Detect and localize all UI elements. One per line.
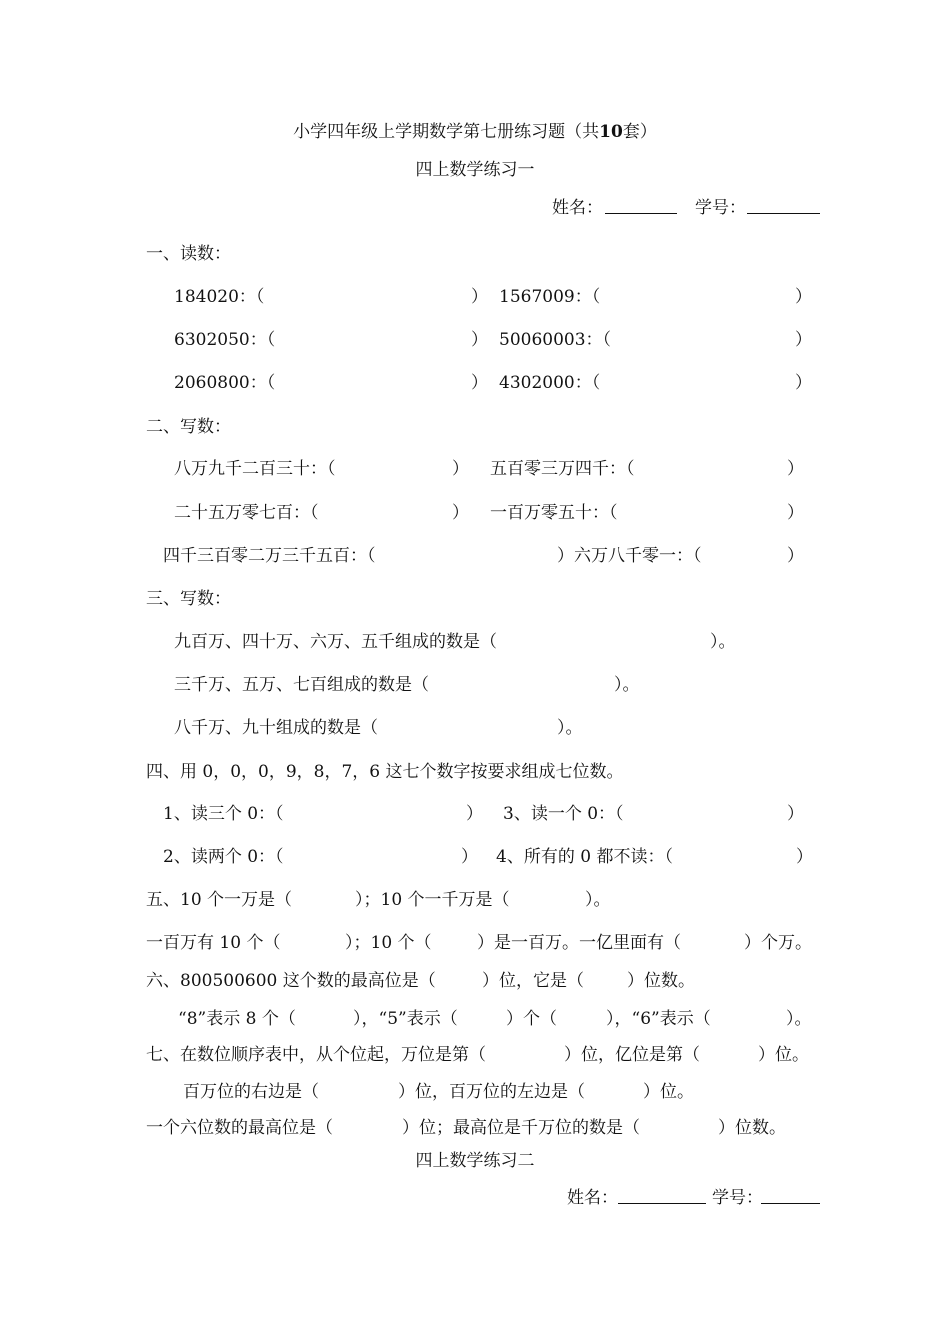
name-blank[interactable] bbox=[605, 213, 677, 214]
read-item-6: 4302000：（ bbox=[499, 373, 601, 393]
section-6-line-1-b: ）位，它是（ bbox=[482, 971, 584, 991]
section-7-line-1: 七、在数位顺序表中，从个位起，万位是第（ bbox=[146, 1045, 486, 1065]
ex2-name-label: 姓名： bbox=[567, 1188, 618, 1208]
read-item-2: 1567009：（ bbox=[499, 287, 601, 307]
compose-item-3: 八千万、九十组成的数是（ bbox=[174, 718, 378, 738]
read-item-5-close: ） bbox=[471, 373, 488, 393]
section-6-line-2-b: ），“5”表示（ bbox=[353, 1009, 458, 1029]
section-5-line-1-end: ）。 bbox=[585, 890, 611, 910]
section-7-line-3: 一个六位数的最高位是（ bbox=[146, 1118, 333, 1138]
section-4-heading: 四、用 0，0，0，9，8，7，6 这七个数字按要求组成七位数。 bbox=[146, 762, 624, 782]
read-item-4-close: ） bbox=[795, 330, 812, 350]
ex2-student-id-blank[interactable] bbox=[761, 1203, 820, 1204]
section-6-line-2-d: ），“6”表示（ bbox=[606, 1009, 711, 1029]
write-item-1-close: ） bbox=[452, 459, 469, 479]
write-item-5: 四千三百零二万三千五百：（ bbox=[163, 546, 376, 566]
section-5-line-1: 五、10 个一万是（ bbox=[146, 890, 293, 910]
section-6-line-2-c: ）个（ bbox=[506, 1009, 557, 1029]
write-item-4: 一百万零五十：（ bbox=[490, 503, 618, 523]
section-7-line-1-c: ）位。 bbox=[758, 1045, 809, 1065]
write-item-3: 二十五万零七百：（ bbox=[174, 503, 319, 523]
read-item-3-close: ） bbox=[471, 330, 488, 350]
section-5-line-2-b: ）；10 个（ bbox=[345, 933, 432, 953]
main-title-end: 套） bbox=[622, 122, 657, 142]
section-7-line-2-b: ）位，百万位的左边是（ bbox=[398, 1082, 585, 1102]
compose-item-1-close: ）。 bbox=[710, 632, 736, 652]
compose-item-2-close: ）。 bbox=[614, 675, 640, 695]
read-item-2-close: ） bbox=[795, 287, 812, 307]
write-item-3-close: ） bbox=[452, 503, 469, 523]
exercise-2-title: 四上数学练习二 bbox=[415, 1151, 535, 1171]
section-7-line-3-c: ）位数。 bbox=[718, 1118, 786, 1138]
section-6-line-2-e: ）。 bbox=[786, 1009, 812, 1029]
section-6-line-1: 六、800500600 这个数的最高位是（ bbox=[146, 971, 436, 991]
section-6-line-1-c: ）位数。 bbox=[627, 971, 695, 991]
read-item-6-close: ） bbox=[795, 373, 812, 393]
compose-item-3-close: ）。 bbox=[557, 718, 583, 738]
read-item-4: 50060003：（ bbox=[499, 330, 612, 350]
student-id-blank[interactable] bbox=[747, 213, 820, 214]
ex2-student-id-label: 学号： bbox=[712, 1188, 763, 1208]
section-2-heading: 二、写数： bbox=[146, 417, 231, 437]
write-item-2: 五百零三万四千：（ bbox=[490, 459, 635, 479]
section-7-line-2: 百万位的右边是（ bbox=[183, 1082, 319, 1102]
compose-item-2: 三千万、五万、七百组成的数是（ bbox=[174, 675, 429, 695]
write-item-4-close: ） bbox=[787, 503, 804, 523]
ex2-name-blank[interactable] bbox=[618, 1203, 706, 1204]
digits-item-4: 4、所有的 0 都不读：（ bbox=[496, 847, 673, 867]
digits-item-3-close: ） bbox=[787, 804, 804, 824]
exercise-1-title: 四上数学练习一 bbox=[415, 160, 535, 180]
section-5-line-1-mid: ）；10 个一千万是（ bbox=[355, 890, 510, 910]
digits-item-4-close: ） bbox=[796, 847, 813, 867]
digits-item-2-close: ） bbox=[461, 847, 478, 867]
digits-item-3: 3、读一个 0：（ bbox=[503, 804, 624, 824]
read-item-1: 184020：（ bbox=[174, 287, 265, 307]
student-id-label: 学号： bbox=[695, 198, 746, 218]
main-title-count: 10 bbox=[599, 122, 623, 142]
write-item-6-close: ） bbox=[787, 546, 804, 566]
name-label: 姓名： bbox=[552, 198, 603, 218]
write-item-1: 八万九千二百三十：（ bbox=[174, 459, 336, 479]
section-5-line-2-d: ）个万。 bbox=[744, 933, 812, 953]
write-item-2-close: ） bbox=[787, 459, 804, 479]
section-6-line-2: “8”表示 8 个（ bbox=[178, 1009, 296, 1029]
write-item-6: ）六万八千零一：（ bbox=[557, 546, 702, 566]
section-7-line-1-b: ）位，亿位是第（ bbox=[564, 1045, 700, 1065]
digits-item-1: 1、读三个 0：（ bbox=[163, 804, 284, 824]
read-item-1-close: ） bbox=[471, 287, 488, 307]
read-item-3: 6302050：（ bbox=[174, 330, 276, 350]
digits-item-2: 2、读两个 0：（ bbox=[163, 847, 284, 867]
read-item-5: 2060800：（ bbox=[174, 373, 276, 393]
digits-item-1-close: ） bbox=[466, 804, 483, 824]
main-title bbox=[0, 124, 950, 141]
main-title-text: 小学四年级上学期数学第七册练习题（共 bbox=[293, 122, 600, 142]
section-7-line-2-c: ）位。 bbox=[643, 1082, 694, 1102]
section-3-heading: 三、写数： bbox=[146, 589, 231, 609]
section-7-line-3-b: ）位；最高位是千万位的数是（ bbox=[402, 1118, 640, 1138]
section-5-line-2-c: ）是一百万。一亿里面有（ bbox=[477, 933, 681, 953]
section-1-heading: 一、读数： bbox=[146, 244, 231, 264]
section-5-line-2: 一百万有 10 个（ bbox=[146, 933, 281, 953]
compose-item-1: 九百万、四十万、六万、五千组成的数是（ bbox=[174, 632, 497, 652]
